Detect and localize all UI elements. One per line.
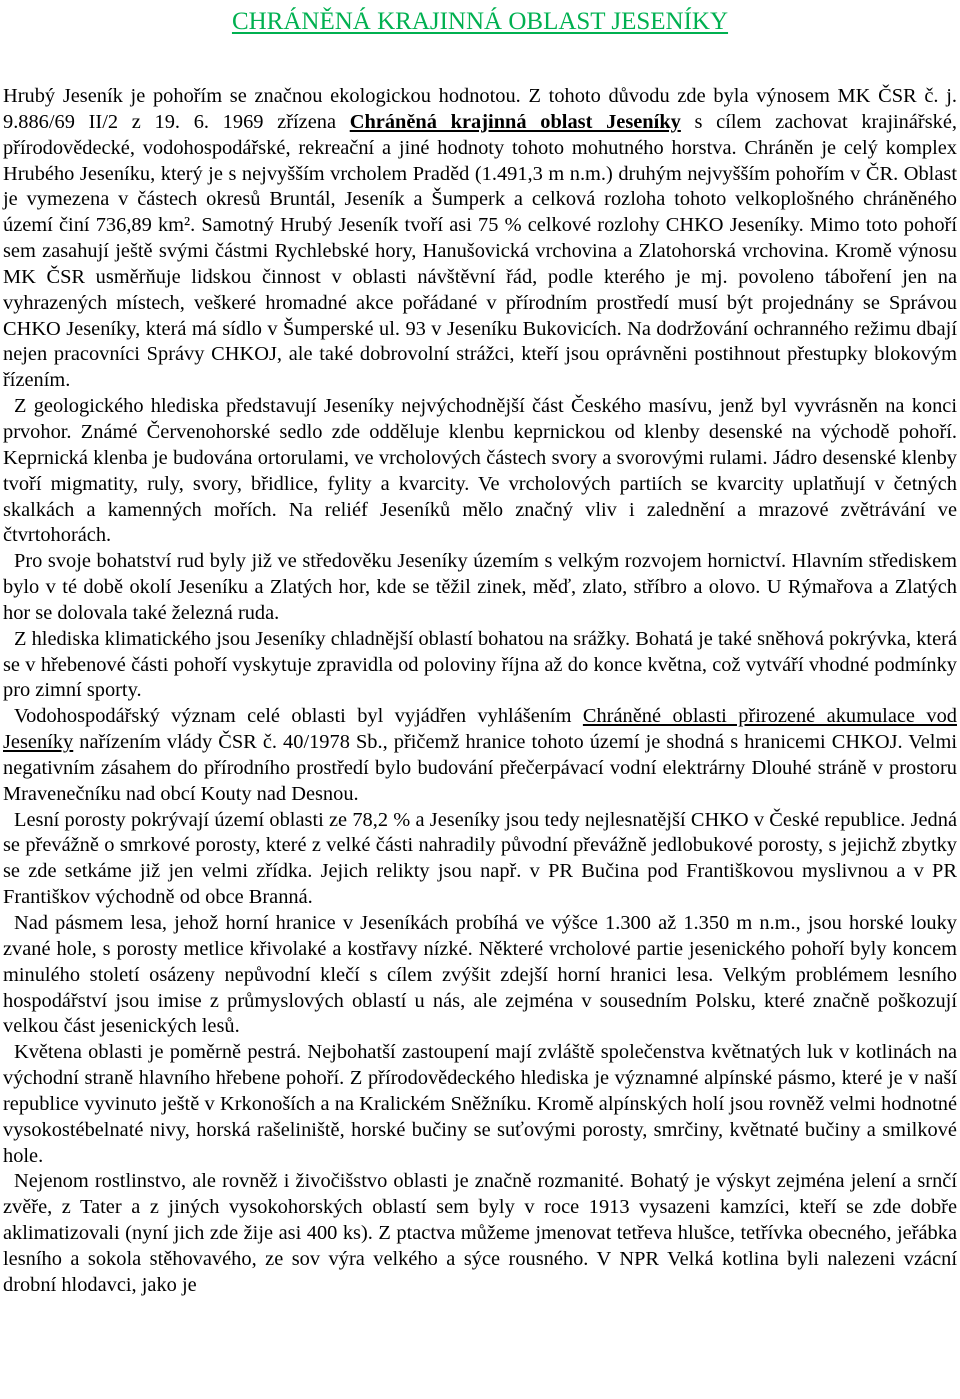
chko-jeseniky-link[interactable]: Chráněná krajinná oblast Jeseníky bbox=[349, 110, 681, 133]
paragraph-intro bbox=[3, 84, 957, 394]
paragraph-fauna: Nejenom rostlinstvo, ale rovněž i živočišstvo oblasti je značně rozmanité. Bohatý je výskyt zejména jelení a srnčí zvěře, z Tater a z jiných vysokohorských oblastí sem byly v roce 1913 vysazeni kamzíci, kteří se zde dobře aklimatizovali (nyní jich zde žije asi 400 ks). Z ptactva můžeme jmenovat tetřeva hlušce, tetřívka obecného, jeřábka lesního a sokola stěhovavého, ze sov výra velkého a sýce rousného. V NPR Velká kotlina byli nalezeni vzácní drobní hlodavci, jako je bbox=[3, 1170, 957, 1296]
paragraph-geology: Z geologického hlediska představují Jeseníky nejvýchodnější část Českého masívu, jenž byl vyvrásněn na konci prvohor. Známé Červenohorské sedlo zde odděluje klenbu keprnickou od klenby desenské na východě pohoří. Keprnická klenba je budována ortorulami, ve vrcholových částech svory a svorovými rulami. Jádro desenské klenby tvoří migmatity, ruly, svory, břidlice, fylity a kvarcity. Ve vrcholových partiích se kvarcity uplatňují v četných skalkách a kamenných mořích. Na reliéf Jeseníků mělo značný vliv i zalednění a mrazové zvětrávání ve čtvrtohorách. bbox=[3, 395, 957, 547]
paragraph-water-text-before: Vodohospodářský význam celé oblasti byl vyjádřen vyhlášením bbox=[14, 705, 583, 728]
document-title bbox=[0, 6, 960, 38]
paragraph-forests: Lesní porosty pokrývají území oblasti ze 78,2 % a Jeseníky jsou tedy nejlesnatější CHKO v České republice. Jedná se převážně o smrkové porosty, které z velké části nahradily původní převážně jedlobukové porosty, s jejichž zbytky se zde setkáme již jen velmi zřídka. Jejich relikty jsou např. v PR Bučina pod Františkovou myslivnou a v PR Františkov východně od obce Branná. bbox=[3, 808, 957, 909]
paragraph-climate: Z hlediska klimatického jsou Jeseníky chladnější oblastí bohatou na srážky. Bohatá je také sněhová pokrývka, která se v hřebenové části pohoří vyskytuje zpravidla od poloviny října až do konce května, což vytváří vhodné podmínky pro zimní sporty. bbox=[3, 627, 957, 702]
paragraph-mining: Pro svoje bohatství rud byly již ve středověku Jeseníky územím s velkým rozvojem hornictví. Hlavním střediskem bylo v té době okolí Jeseníku a Zlatých hor, kde se těžil zinek, měď, zlato, stříbro a olovo. U Rýmařova a Zlatých hor se dolovala také železná ruda. bbox=[3, 550, 957, 624]
paragraph-intro-text-after: s cílem zachovat krajinářské, přírodovědecké, vodohospodářské, rekreační a jiné hodnoty tohoto mohutného horstva. Chráněn je celý komplex Hrubého Jeseníku, který je s nejvyšším vrcholem Praděd (1.491,3 m n.m.) druhým nejvyšším pohořím v ČR. Oblast je vymezena v částech okresů Bruntál, Jeseník a Šumperk a celková rozloha tohoto velkoplošného chráněného území činí 736,89 km². Samotný Hrubý Jeseník tvoří asi 75 % celkové rozlohy CHKO Jeseníky. Mimo toto pohoří sem zasahují ještě svými částmi Rychlebské hory, Hanušovická vrchovina a Zlatohorská vrchovina. Kromě výnosu MK ČSR usměrňuje lidskou činnost v oblasti návštěvní řád, podle kterého je mj. povoleno táboření jen na vyhrazených místech, veškeré hromadné akce pořádané v přírodním prostředí musí být projednány se Správou CHKO Jeseníky, která má sídlo v Šumperské ul. 93 v Jeseníku Bukovicích. Na dodržování ochranného režimu dbají nejen pracovníci Správy CHKOJ, ale také dobrovolní strážci, kteří jsou oprávněni postihnout přestupky blokovým řízením. bbox=[3, 110, 957, 392]
paragraph-water bbox=[3, 704, 957, 807]
document-title-text: CHRÁNĚNÁ KRAJINNÁ OBLAST JESENÍKY bbox=[231, 8, 729, 35]
document-body bbox=[3, 84, 957, 1299]
paragraph-treeline: Nad pásmem lesa, jehož horní hranice v Jeseníkách probíhá ve výšce 1.300 až 1.350 m n.m., jsou horské louky zvané hole, s porosty metlice křivolaké a kostřavy nízké. Některé vrcholové partie jesenického pohoří byly koncem minulého století osázeny nepůvodní klečí s cílem zvýšit zdejší horní hranici lesa. Velkým problémem lesního hospodářství jsou imise z průmyslových oblastí u nás, ale zejména v sousedním Polsku, které značně poškozují velkou část jesenických lesů. bbox=[3, 912, 957, 1038]
paragraph-intro-text-before: Hrubý Jeseník je pohořím se značnou ekologickou hodnotou. Z tohoto důvodu zde byla výnosem MK ČSR č. j. 9.886/69 II/2 z 19. 6. 1969 zřízena bbox=[3, 85, 957, 133]
paragraph-water-text-after: nařízením vlády ČSR č. 40/1978 Sb., přičemž hranice tohoto území je shodná s hranicemi CHKOJ. Velmi negativním zásahem do přírodního prostředí bylo budování přečerpávací vodní elektrárny Dlouhé stráně v prostoru Mravenečníku nad obcí Kouty nad Desnou. bbox=[3, 731, 957, 805]
paragraph-flora: Květena oblasti je poměrně pestrá. Nejbohatší zastoupení mají zvláště společenstva květnatých luk v kotlinách na východní straně hlavního hřebene pohoří. Z přírodovědeckého hlediska je významné alpínské pásmo, které je v naší republice vyvinuto ještě v Krkonoších a na Kralickém Sněžníku. Kromě alpínských holí jsou rovněž velmi hodnotné vysokostébelnaté nivy, horská rašeliniště, horské bučiny se suťovými porosty, smrčiny, květnaté bučiny a smilkové hole. bbox=[3, 1041, 957, 1167]
chopav-jeseniky-link[interactable]: Chráněné oblasti přirozené akumulace vod Jeseníky bbox=[3, 705, 957, 754]
